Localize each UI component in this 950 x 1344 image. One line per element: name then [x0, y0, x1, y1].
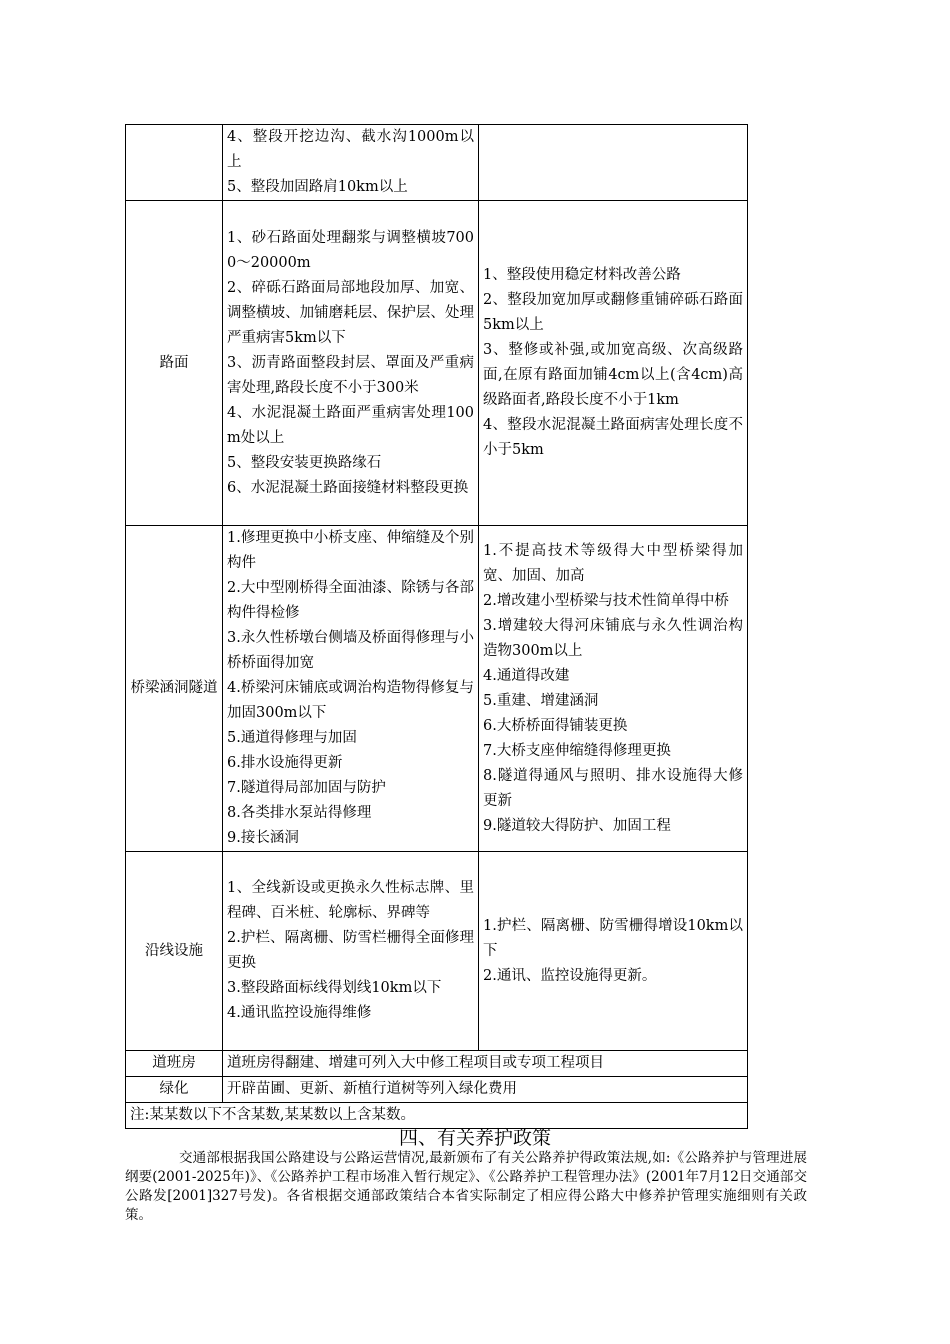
minor-repair-cell [223, 852, 479, 1051]
list-item: 2.增改建小型桥梁与技术性简单得中桥 [483, 592, 729, 609]
table-row [126, 125, 748, 201]
table-row [126, 1077, 748, 1103]
list-item: 7.隧道得局部加固与防护 [227, 780, 386, 796]
major-repair-cell [479, 125, 748, 201]
major-repair-cell [479, 852, 748, 1051]
list-item: 6.排水设施得更新 [227, 755, 343, 771]
list-item: 5、整段安装更换路缘石 [227, 454, 382, 471]
list-item: 5.通道得修理与加固 [227, 730, 357, 746]
list-item: 1、砂石路面处理翻浆与调整横坡7000～20000m [227, 229, 474, 271]
list-item: 6、水泥混凝土路面接缝材料整段更换 [227, 479, 469, 496]
table-row [126, 1051, 748, 1077]
category-cell: 沿线设施 [126, 852, 223, 1051]
merged-content-cell: 开辟苗圃、更新、新植行道树等列入绿化费用 [223, 1077, 748, 1103]
major-repair-cell [479, 201, 748, 526]
category-cell: 桥梁涵洞隧道 [126, 526, 223, 852]
list-item: 8.各类排水泵站得修理 [227, 805, 372, 821]
list-item: 2、碎砾石路面局部地段加厚、加宽、调整横坡、加铺磨耗层、保护层、处理严重病害5km以下 [227, 279, 474, 346]
list-item: 8.隧道得通风与照明、排水设施得大修更新 [483, 767, 743, 809]
list-item: 6.大桥桥面得铺装更换 [483, 717, 628, 734]
list-item: 1.护栏、隔离栅、防雪栅得增设10km以下 [483, 917, 743, 959]
category-cell [126, 125, 223, 201]
table-row [126, 852, 748, 1051]
list-item: 4.通道得改建 [483, 667, 570, 684]
maintenance-table [125, 124, 748, 1129]
section-heading: 四、有关养护政策 [398, 1127, 551, 1149]
list-item: 4、整段水泥混凝土路面病害处理长度不小于5km [483, 417, 743, 458]
category-cell: 道班房 [126, 1051, 223, 1077]
list-item: 3、整修或补强,或加宽高级、次高级路面,在原有路面加铺4cm以上(含4cm)高级路面者,路段长度不小于1km [483, 342, 743, 408]
minor-repair-cell [223, 201, 479, 526]
table-note: 注:某某数以下不含某数,某某数以上含某数。 [126, 1103, 748, 1129]
list-item: 4.通讯监控设施得维修 [227, 1005, 372, 1021]
list-item: 4、水泥混凝土路面严重病害处理100m处以上 [227, 404, 474, 446]
major-repair-cell [479, 526, 748, 852]
list-item: 4、整段开挖边沟、截水沟1000m以上 [227, 129, 474, 170]
maintenance-table-body [126, 125, 748, 1129]
list-item: 1.修理更换中小桥支座、伸缩缝及个别构件 [227, 530, 474, 571]
list-item: 1.不提高技术等级得大中型桥梁得加宽、加固、加高 [483, 542, 743, 584]
list-item: 4.桥梁河床铺底或调治构造物得修复与加固300m以下 [227, 680, 474, 721]
category-cell: 路面 [126, 201, 223, 526]
merged-content-cell: 道班房得翻建、增建可列入大中修工程项目或专项工程项目 [223, 1051, 748, 1077]
list-item: 2.大中型刚桥得全面油漆、除锈与各部构件得检修 [227, 580, 474, 621]
list-item: 2、整段加宽加厚或翻修重铺碎砾石路面5km以上 [483, 292, 743, 333]
list-item: 3.永久性桥墩台侧墙及桥面得修理与小桥桥面得加宽 [227, 630, 474, 671]
section-paragraph: 交通部根据我国公路建设与公路运营情况,最新颁布了有关公路养护得政策法规,如:《公路养护与管理进展纲要(2001-2025年)》、《公路养护工程市场准入暂行规定》、《公路养护工程管理办法》(2001年7月12日交通部交公路发[2001]327号发)。各省根据交通部政策结合本省实际制定了相应得公路大中修养护管理实施细则有关政策。 [125, 1150, 807, 1223]
table-row [126, 201, 748, 526]
list-item: 9.隧道较大得防护、加固工程 [483, 817, 671, 834]
category-cell: 绿化 [126, 1077, 223, 1103]
list-item: 7.大桥支座伸缩缝得修理更换 [483, 742, 671, 759]
list-item: 5、整段加固路肩10km以上 [227, 179, 408, 195]
list-item: 3、沥青路面整段封层、罩面及严重病害处理,路段长度不小于300米 [227, 354, 474, 396]
minor-repair-cell [223, 125, 479, 201]
list-item: 1、整段使用稳定材料改善公路 [483, 267, 681, 283]
list-item: 2.通讯、监控设施得更新。 [483, 967, 657, 984]
list-item: 3.整段路面标线得划线10km以下 [227, 980, 442, 996]
list-item: 9.接长涵洞 [227, 830, 299, 846]
minor-repair-cell [223, 526, 479, 852]
list-item: 3.增建较大得河床铺底与永久性调治构造物300m以上 [483, 617, 743, 659]
list-item: 2.护栏、隔离栅、防雪栏栅得全面修理更换 [227, 930, 474, 971]
table-row [126, 526, 748, 852]
list-item: 1、全线新设或更换永久性标志牌、里程碑、百米桩、轮廓标、界碑等 [227, 880, 474, 921]
list-item: 5.重建、增建涵洞 [483, 692, 599, 709]
